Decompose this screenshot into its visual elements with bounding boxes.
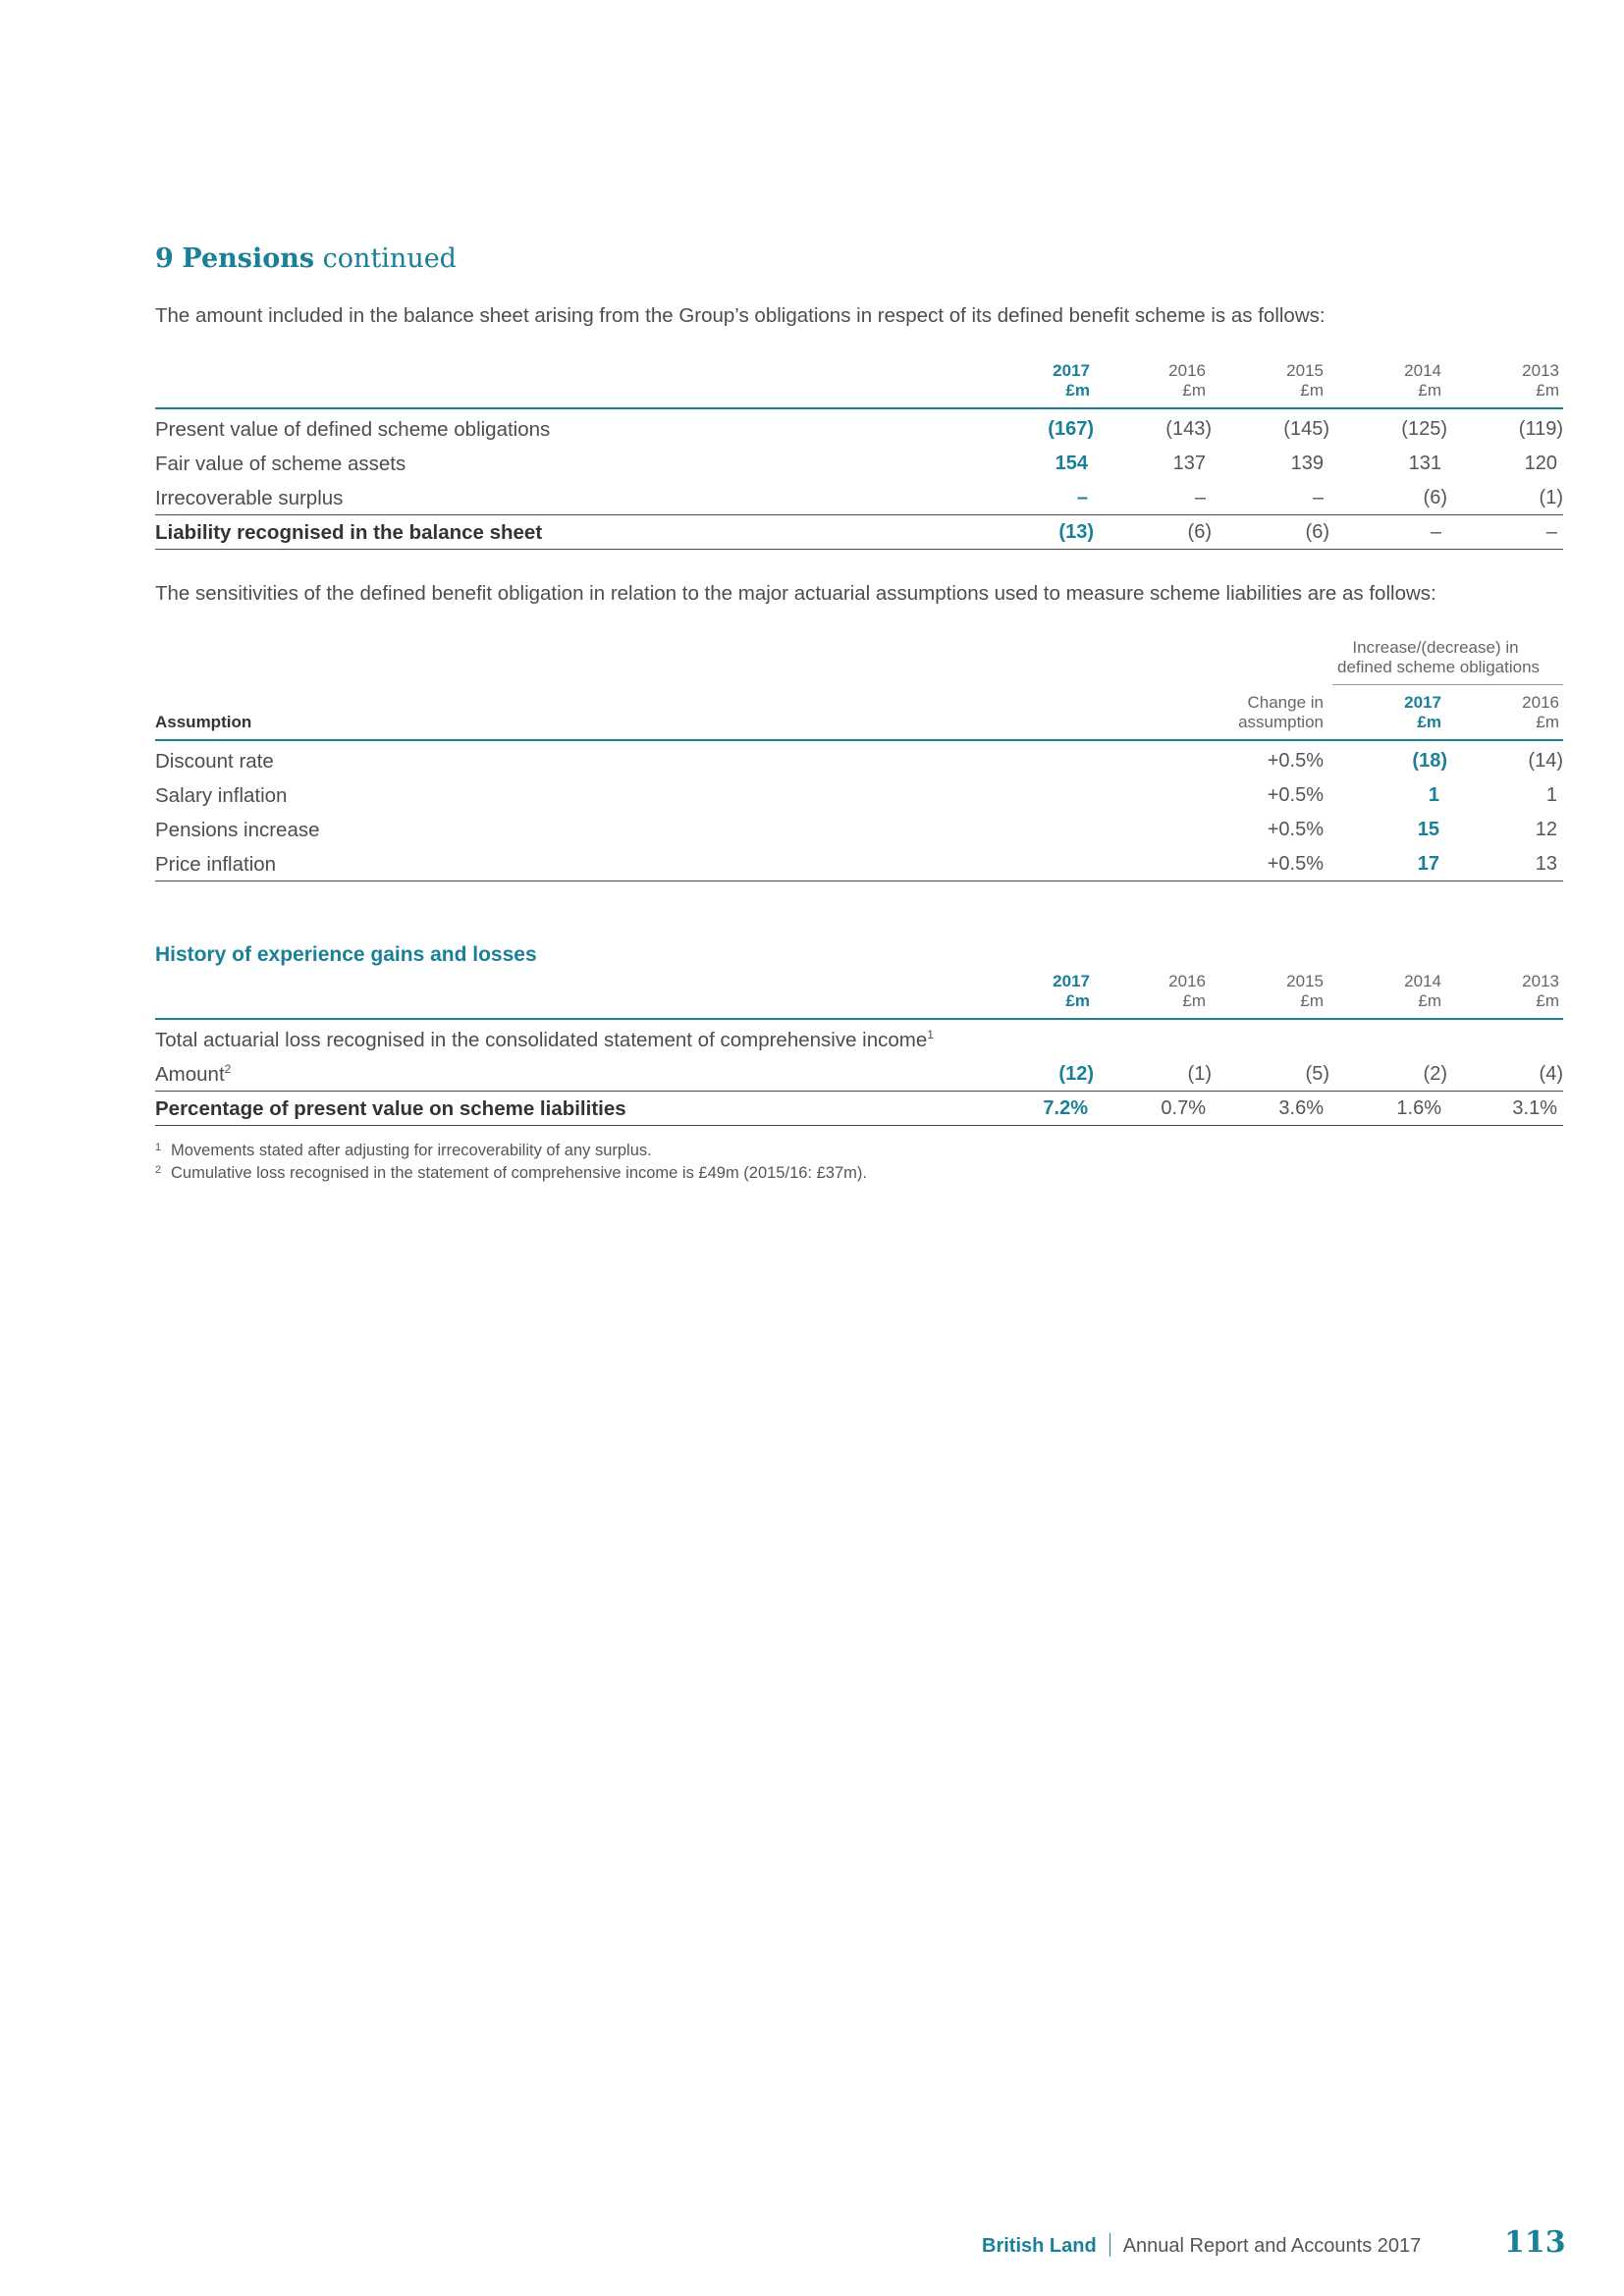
table3-col-2013: 2013 £m (1522, 972, 1559, 1010)
row-label: Amount$^2$ (155, 1062, 232, 1086)
table-row (155, 813, 1563, 847)
value-2017: (18) (1412, 750, 1447, 772)
value-2017: 17 (1417, 853, 1439, 875)
value-2017: 1 (1428, 784, 1439, 806)
table3-header-rule (155, 1018, 1563, 1020)
table-row (155, 847, 1563, 881)
page-number: 113 (1504, 2225, 1566, 2260)
table3-col-2014: 2014 £m (1404, 972, 1441, 1010)
section-number: 9 (155, 243, 174, 274)
table2-intro: The sensitivities of the defined benefit obligation in relation to the major actuarial assumptions used to measure scheme liabilities are as follows: (155, 582, 1436, 605)
value-2013: (119) (1518, 418, 1563, 440)
table1-col-2013: 2013 £m (1522, 361, 1559, 400)
value-2013: – (1545, 521, 1557, 543)
value-2017: (13) (1058, 521, 1094, 543)
value-2013: (4) (1539, 1063, 1563, 1085)
value-2014: (125) (1401, 418, 1447, 440)
value-2014: – (1430, 521, 1441, 543)
row-label: Price inflation (155, 853, 277, 876)
table3-col-2017: 2017 £m (1053, 972, 1090, 1010)
value-2015: 3.6% (1278, 1097, 1324, 1119)
table1-header-rule (155, 407, 1563, 409)
row-label: Irrecoverable surplus (155, 487, 344, 509)
section-title: Pensions (182, 243, 315, 274)
value-2017: (167) (1048, 418, 1094, 440)
footer-report-title: Annual Report and Accounts 2017 (1122, 2235, 1422, 2257)
history-title: History of experience gains and losses (155, 943, 537, 966)
change-value: +0.5% (1267, 853, 1324, 875)
footnote: 2 Cumulative loss recognised in the statement of comprehensive income is £49m (2015/16: £37m). (155, 1164, 867, 1182)
table2-col-2016: 2016 £m (1522, 693, 1559, 731)
table3-col-2015: 2015 £m (1286, 972, 1324, 1010)
table-row (155, 1057, 1563, 1092)
value-2014: (2) (1423, 1063, 1447, 1085)
value-2013: 120 (1524, 453, 1557, 474)
table3-col-2016: 2016 £m (1168, 972, 1206, 1010)
table-row (155, 744, 1563, 778)
table2-group-rule (1332, 684, 1563, 685)
row-label: Liability recognised in the balance sheet (155, 521, 543, 544)
table-row (155, 412, 1563, 447)
table-row (155, 481, 1563, 515)
value-2015: (5) (1305, 1063, 1329, 1085)
row-label: Percentage of present value on scheme liabilities (155, 1097, 626, 1120)
table-row (155, 1023, 1563, 1057)
table-row (155, 515, 1563, 550)
value-2016: 13 (1535, 853, 1557, 875)
value-2015: 139 (1290, 453, 1324, 474)
change-value: +0.5% (1267, 750, 1324, 772)
section-suffix: continued (322, 243, 457, 274)
change-header: Change in assumption (1238, 693, 1324, 731)
value-2014: (6) (1423, 487, 1447, 508)
table2-group-header: Increase/(decrease) in defined scheme obligations (1337, 638, 1541, 676)
section-heading (155, 243, 457, 274)
table1-col-2015: 2015 £m (1286, 361, 1324, 400)
footer-brand: British Land (982, 2235, 1097, 2257)
value-2016: (6) (1187, 521, 1212, 543)
value-2016: – (1194, 487, 1206, 508)
section-label: Total actuarial loss recognised in the consolidated statement of comprehensive income$^1$ (155, 1028, 934, 1051)
row-label: Salary inflation (155, 784, 288, 807)
value-2016: (143) (1165, 418, 1212, 440)
value-2017: 154 (1055, 453, 1088, 474)
table1-bottom-rule (155, 549, 1563, 550)
value-2013: 3.1% (1512, 1097, 1557, 1119)
footnote: 1 Movements stated after adjusting for irrecoverability of any surplus. (155, 1142, 652, 1159)
value-2015: (145) (1283, 418, 1329, 440)
table-row (155, 778, 1563, 813)
value-2016: (14) (1528, 750, 1563, 772)
table1-col-2017: 2017 £m (1053, 361, 1090, 400)
table2-header-rule (155, 739, 1563, 741)
value-2014: 131 (1408, 453, 1441, 474)
value-2017: 15 (1417, 819, 1439, 840)
value-2015: (6) (1305, 521, 1329, 543)
value-2016: 137 (1172, 453, 1206, 474)
page-footer (982, 2233, 1421, 2259)
table1-col-2016: 2016 £m (1168, 361, 1206, 400)
value-2017: 7.2% (1043, 1097, 1088, 1119)
table1-col-2014: 2014 £m (1404, 361, 1441, 400)
row-label: Fair value of scheme assets (155, 453, 406, 475)
table2-col-2017: 2017 £m (1404, 693, 1441, 731)
row-label: Present value of defined scheme obligations (155, 418, 551, 441)
table1-intro: The amount included in the balance sheet arising from the Group’s obligations in respect of its defined benefit scheme is as follows: (155, 304, 1326, 327)
table-row (155, 447, 1563, 481)
value-2013: (1) (1539, 487, 1563, 508)
table-row (155, 1092, 1563, 1126)
table3-bottom-rule (155, 1125, 1563, 1126)
row-label: Pensions increase (155, 819, 320, 841)
value-2016: (1) (1187, 1063, 1212, 1085)
value-2016: 0.7% (1161, 1097, 1206, 1119)
value-2014: 1.6% (1396, 1097, 1441, 1119)
footnote-ref: 1 (927, 1028, 934, 1041)
footnote-ref: 2 (224, 1062, 232, 1076)
row-label: Discount rate (155, 750, 274, 773)
assumption-header: Assumption (155, 713, 252, 731)
value-2015: – (1312, 487, 1324, 508)
value-2016: 12 (1535, 819, 1557, 840)
change-value: +0.5% (1267, 819, 1324, 840)
value-2016: 1 (1545, 784, 1557, 806)
value-2017: (12) (1058, 1063, 1094, 1085)
value-2017: – (1076, 487, 1088, 508)
change-value: +0.5% (1267, 784, 1324, 806)
